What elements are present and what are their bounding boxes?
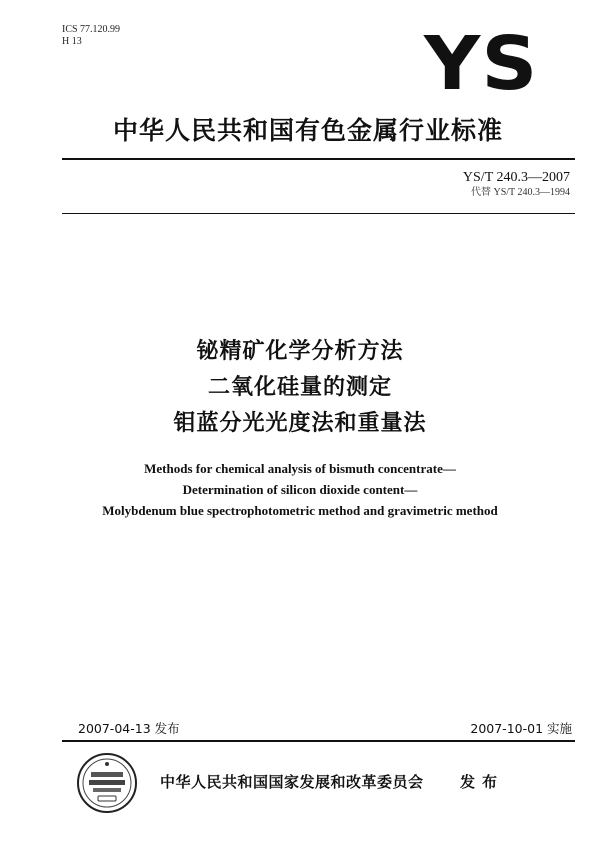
code-divider: [62, 213, 575, 214]
ys-logo: YS: [424, 21, 539, 107]
chinese-title-line-2: 二氧化硅量的测定: [207, 375, 392, 400]
english-title-line-1: Methods for chemical analysis of bismuth concentrate—: [144, 461, 456, 476]
implementation-date: 2007-10-01 实施: [470, 721, 572, 736]
ics-code: ICS 77.120.99: [62, 24, 121, 35]
issue-label: 发布: [460, 773, 505, 791]
bottom-divider: [62, 740, 575, 742]
chinese-title-line-3: 钼蓝分光光度法和重量法: [173, 411, 427, 436]
top-divider: [62, 158, 575, 160]
english-title-line-2: Determination of silicon dioxide content—: [182, 482, 418, 497]
issue-date: 2007-04-13 发布: [78, 721, 180, 736]
official-seal-icon: [76, 752, 138, 814]
classification-codes: [62, 24, 120, 48]
replaces-note: 代替 YS/T 240.3—1994: [471, 187, 570, 198]
standard-code-block: [463, 170, 570, 200]
ccs-code: H 13: [62, 36, 82, 47]
standard-org-title: 中华人民共和国有色金属行业标准: [112, 116, 503, 145]
standard-number: YS/T 240.3—2007: [462, 170, 570, 185]
issuing-authority: 中华人民共和国国家发展和改革委员会: [160, 773, 424, 791]
english-title-line-3: Molybdenum blue spectrophotometric method and gravimetric method: [102, 503, 498, 518]
chinese-title: [0, 334, 600, 442]
chinese-title-line-1: 铋精矿化学分析方法: [196, 339, 404, 364]
english-title: [0, 458, 600, 521]
